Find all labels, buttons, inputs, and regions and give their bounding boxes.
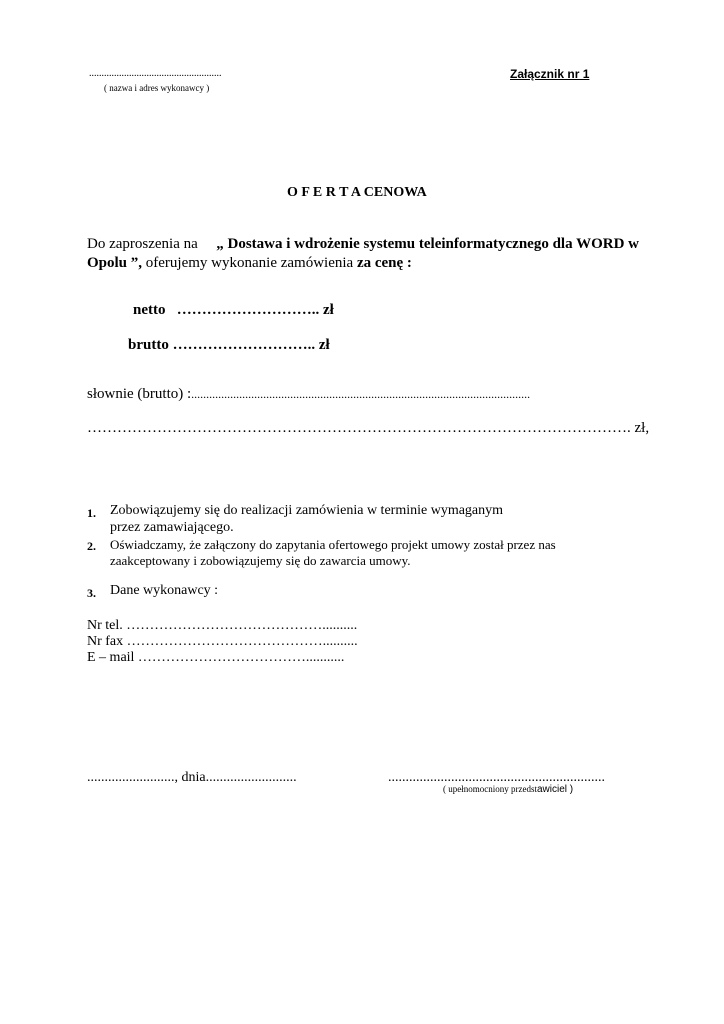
- brutto-row: [128, 337, 330, 354]
- intro-line-1: [87, 236, 639, 253]
- document-title: O F E R T A CENOWA: [287, 185, 427, 200]
- words-dots-1: .................................................................................................................: [191, 387, 531, 401]
- item-2-number: 2.: [87, 539, 96, 553]
- intro-price-label: za cenę :: [356, 255, 412, 271]
- item-1-number: 1.: [87, 506, 96, 520]
- brutto-label: brutto: [128, 337, 169, 353]
- item-2-text-2: zaakceptowany i zobowiązujemy się do zawarcia umowy.: [110, 553, 411, 568]
- brutto-currency: zł: [318, 337, 330, 353]
- item-1-text-1: Zobowiązujemy się do realizacji zamówienia w terminie wymaganym: [110, 503, 504, 518]
- words-row: [87, 386, 530, 403]
- words-dots-2: ……………………………………………………………………………………………….: [87, 420, 631, 436]
- item-3-text: Dane wykonawcy :: [110, 583, 219, 598]
- netto-row: [133, 302, 334, 319]
- brutto-dots: ………………………..: [172, 337, 316, 353]
- words-row-2: [87, 420, 649, 437]
- signature-line: ..............................................................: [388, 770, 605, 785]
- words-currency: zł,: [634, 420, 650, 436]
- contact-fax: Nr fax ……………………………………..........: [87, 634, 358, 649]
- attachment-label: Załącznik nr 1: [510, 67, 590, 81]
- contractor-caption: ( nazwa i adres wykonawcy ): [104, 83, 210, 93]
- item-2-text-1: Oświadczamy, że załączony do zapytania ofertowego projekt umowy został przez nas: [110, 537, 556, 552]
- intro-subject-2: Opolu ”,: [87, 255, 143, 271]
- contact-email: E – mail ………………………………...........: [87, 650, 345, 665]
- netto-dots: ………………………..: [176, 302, 320, 318]
- item-3-number: 3.: [87, 586, 96, 600]
- intro-prefix: Do zaproszenia na: [87, 236, 198, 252]
- netto-label: netto: [133, 302, 166, 318]
- intro-subject-1: „ Dostawa i wdrożenie systemu teleinformatycznego dla WORD w: [216, 236, 639, 252]
- intro-line-2: [87, 255, 412, 272]
- place-date-line: ........................., dnia..........................: [87, 770, 297, 785]
- signature-caption-a: ( upełnomocniony przedst: [443, 784, 537, 794]
- item-1-text-2: przez zamawiającego.: [110, 520, 234, 535]
- contact-tel: Nr tel. ……………………………………..........: [87, 618, 358, 633]
- netto-currency: zł: [323, 302, 334, 318]
- signature-caption: [443, 784, 573, 795]
- intro-suffix: oferujemy wykonanie zamówienia: [145, 255, 354, 271]
- contractor-line: .....................................................: [89, 68, 222, 79]
- signature-caption-b: awiciel ): [536, 784, 574, 795]
- words-label: słownie (brutto) :: [87, 386, 192, 402]
